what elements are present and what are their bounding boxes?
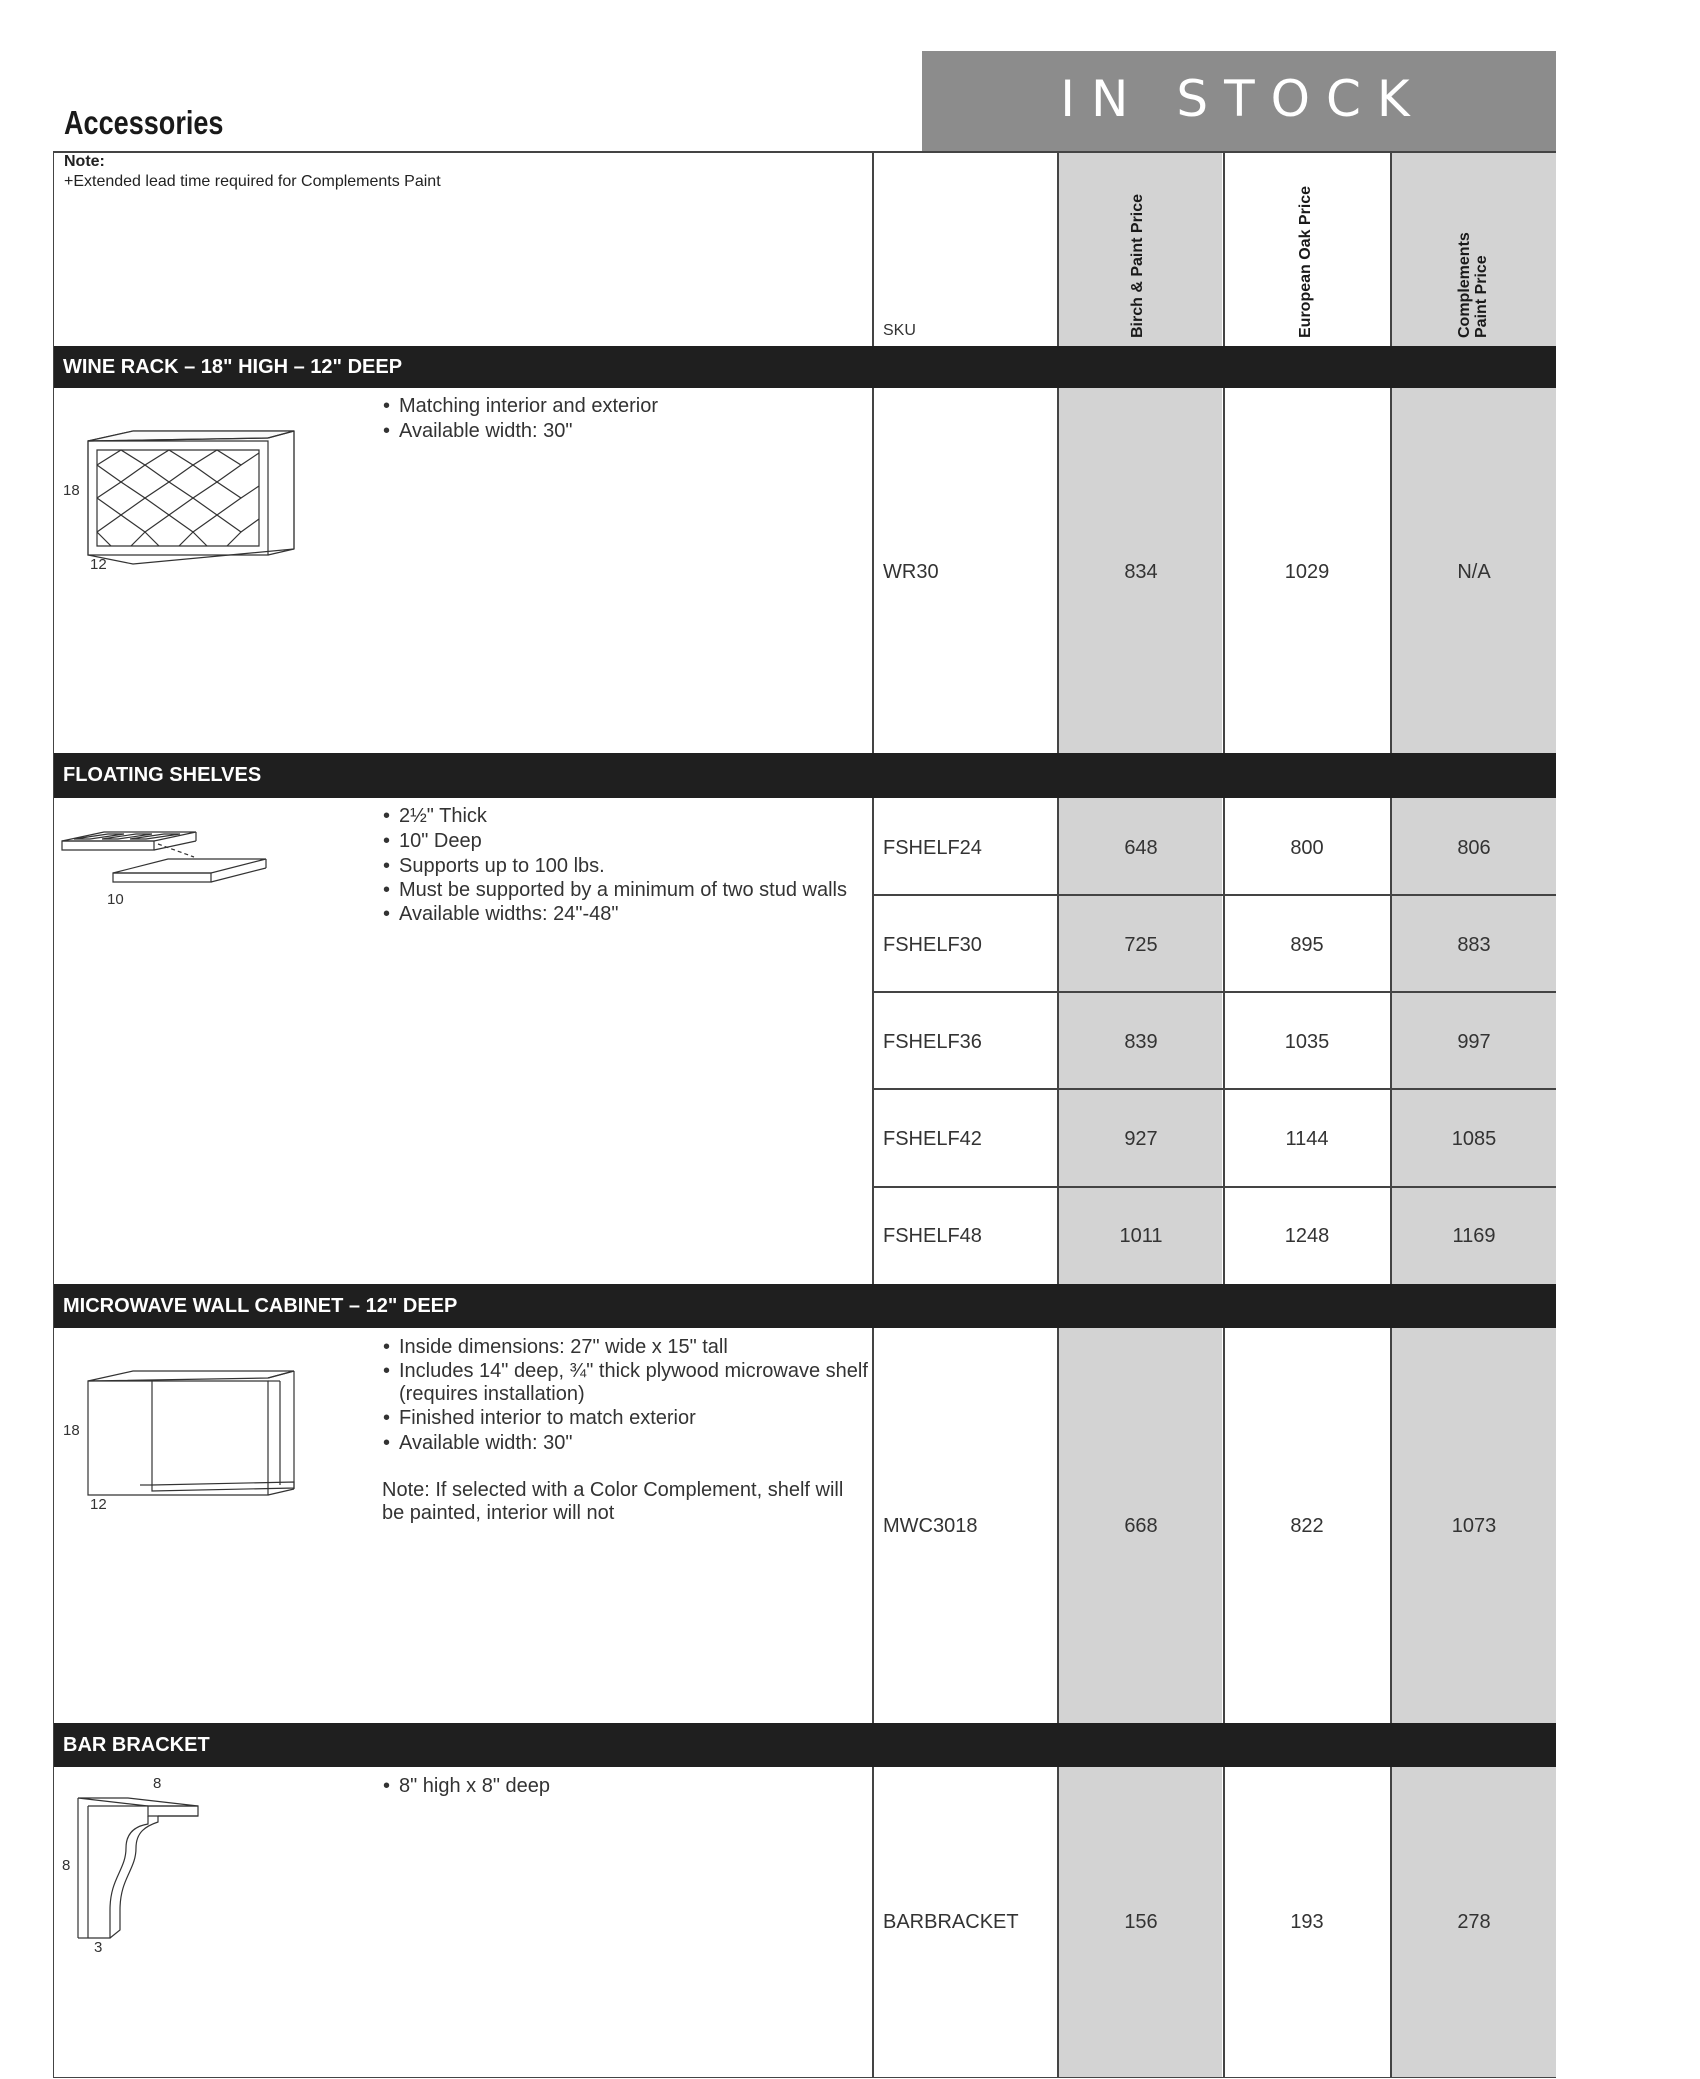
microwave-cabinet-illustration	[80, 1335, 310, 1515]
birch-price-cell: 668	[1124, 1515, 1158, 1537]
feature-item: • Available widths: 24"-48"	[380, 902, 859, 927]
complements-price-cell: 1085	[1451, 1128, 1497, 1150]
sku-cell: BARBRACKET	[883, 1911, 1019, 1933]
complements-price-cell: 883	[1457, 934, 1491, 956]
microwave-note: Note: If selected with a Color Complement, shelf will be painted, interior will not	[382, 1479, 844, 1524]
section-header-microwave-cabinet: MICROWAVE WALL CABINET – 12" DEEP	[54, 1284, 1556, 1328]
oak-price-cell: 193	[1290, 1911, 1324, 1933]
feature-item: • Available width: 30"	[380, 419, 658, 444]
oak-price-cell: 1144	[1285, 1128, 1329, 1150]
oak-price-cell: 1029	[1284, 561, 1330, 583]
oak-price-header: European Oak Price	[1297, 185, 1314, 338]
col-divider-oak	[1223, 151, 1225, 346]
wine-rack-height-dim: 18	[63, 482, 80, 499]
sku-cell: FSHELF42	[883, 1128, 982, 1150]
complements-price-cell: 278	[1457, 1911, 1491, 1933]
feature-item: • 10" Deep	[380, 829, 859, 854]
oak-price-cell: 800	[1290, 837, 1324, 859]
complements-price-cell: 997	[1457, 1031, 1491, 1053]
microwave-depth-dim: 12	[90, 1496, 107, 1513]
oak-price-cell: 895	[1290, 934, 1324, 956]
sku-cell: FSHELF24	[883, 837, 982, 859]
birch-price-cell: 1011	[1119, 1225, 1163, 1247]
microwave-features	[380, 1335, 879, 1456]
feature-item: • 8" high x 8" deep	[380, 1774, 550, 1799]
wine-rack-depth-dim: 12	[90, 556, 107, 573]
row-rule-fshelf48	[872, 1186, 1556, 1188]
sku-cell: FSHELF36	[883, 1031, 982, 1053]
birch-price-cell: 927	[1124, 1128, 1158, 1150]
feature-item: • Supports up to 100 lbs.	[380, 854, 859, 879]
note-text: +Extended lead time required for Complements Paint	[64, 173, 441, 190]
row-rule-fshelf30	[872, 894, 1556, 896]
floating-shelf-depth-dim: 10	[107, 891, 124, 908]
birch-price-cell: 156	[1124, 1911, 1158, 1933]
wine-rack-features	[380, 394, 658, 444]
table-top-rule	[53, 151, 1556, 153]
floating-shelf-features	[380, 804, 859, 927]
wine-rack-illustration	[80, 395, 310, 575]
sku-cell: WR30	[883, 561, 939, 583]
feature-item: • Inside dimensions: 27" wide x 15" tall	[380, 1335, 879, 1360]
bar-bracket-width-dim: 8	[153, 1775, 162, 1792]
birch-price-cell: 834	[1124, 561, 1158, 583]
col-divider-sku-s1	[872, 388, 874, 753]
section-header-floating-shelves: FLOATING SHELVES	[54, 753, 1556, 798]
microwave-height-dim: 18	[63, 1422, 80, 1439]
complements-price-cell: 806	[1457, 837, 1491, 859]
birch-price-cell: 648	[1124, 837, 1158, 859]
birch-price-cell: 839	[1124, 1031, 1158, 1053]
col-divider-sku-s4	[872, 1767, 874, 2077]
feature-item: • Must be supported by a minimum of two stud walls	[380, 879, 859, 902]
col-divider-sku	[872, 151, 874, 346]
birch-price-cell: 725	[1124, 934, 1158, 956]
birch-price-header: Birch & Paint Price	[1129, 193, 1146, 338]
sku-cell: FSHELF30	[883, 934, 982, 956]
complements-price-cell: 1073	[1451, 1515, 1497, 1537]
feature-item: • Includes 14" deep, ¾" thick plywood microwave shelf (requires installation)	[380, 1360, 879, 1406]
bar-bracket-height-dim: 8	[62, 1857, 71, 1874]
bar-bracket-thickness-dim: 3	[94, 1939, 103, 1956]
bar-bracket-illustration	[66, 1790, 216, 1950]
col-divider-comp	[1390, 151, 1392, 346]
feature-item: • Matching interior and exterior	[380, 394, 658, 419]
bar-bracket-features	[380, 1774, 550, 1799]
feature-item: • Finished interior to match exterior	[380, 1406, 879, 1431]
feature-item: • Available width: 30"	[380, 1431, 879, 1456]
section-header-wine-rack: WINE RACK – 18" HIGH – 12" DEEP	[54, 346, 1556, 388]
oak-price-cell: 1248	[1284, 1225, 1330, 1247]
floating-shelf-illustration	[58, 815, 278, 895]
feature-item: • 2½" Thick	[380, 804, 859, 829]
sku-cell: MWC3018	[883, 1515, 978, 1537]
sku-column-header: SKU	[883, 322, 916, 339]
col-divider-sku-s2	[872, 798, 874, 1284]
in-stock-banner	[922, 51, 1556, 151]
row-rule-fshelf42	[872, 1088, 1556, 1090]
section-header-bar-bracket: BAR BRACKET	[54, 1723, 1556, 1767]
complements-price-header-line2: Paint Price	[1473, 255, 1490, 338]
row-rule-fshelf36	[872, 991, 1556, 993]
oak-price-cell: 822	[1290, 1515, 1324, 1537]
complements-price-header-line1: Complements	[1456, 232, 1473, 338]
col-divider-birch	[1057, 151, 1059, 346]
page-title: Accessories	[64, 104, 224, 141]
oak-price-cell: 1035	[1284, 1031, 1330, 1053]
note-label: Note:	[64, 153, 105, 170]
sku-cell: FSHELF48	[883, 1225, 982, 1247]
complements-price-cell: N/A	[1457, 561, 1491, 583]
banner-text: IN STOCK	[1060, 70, 1426, 128]
complements-price-cell: 1169	[1452, 1225, 1496, 1247]
